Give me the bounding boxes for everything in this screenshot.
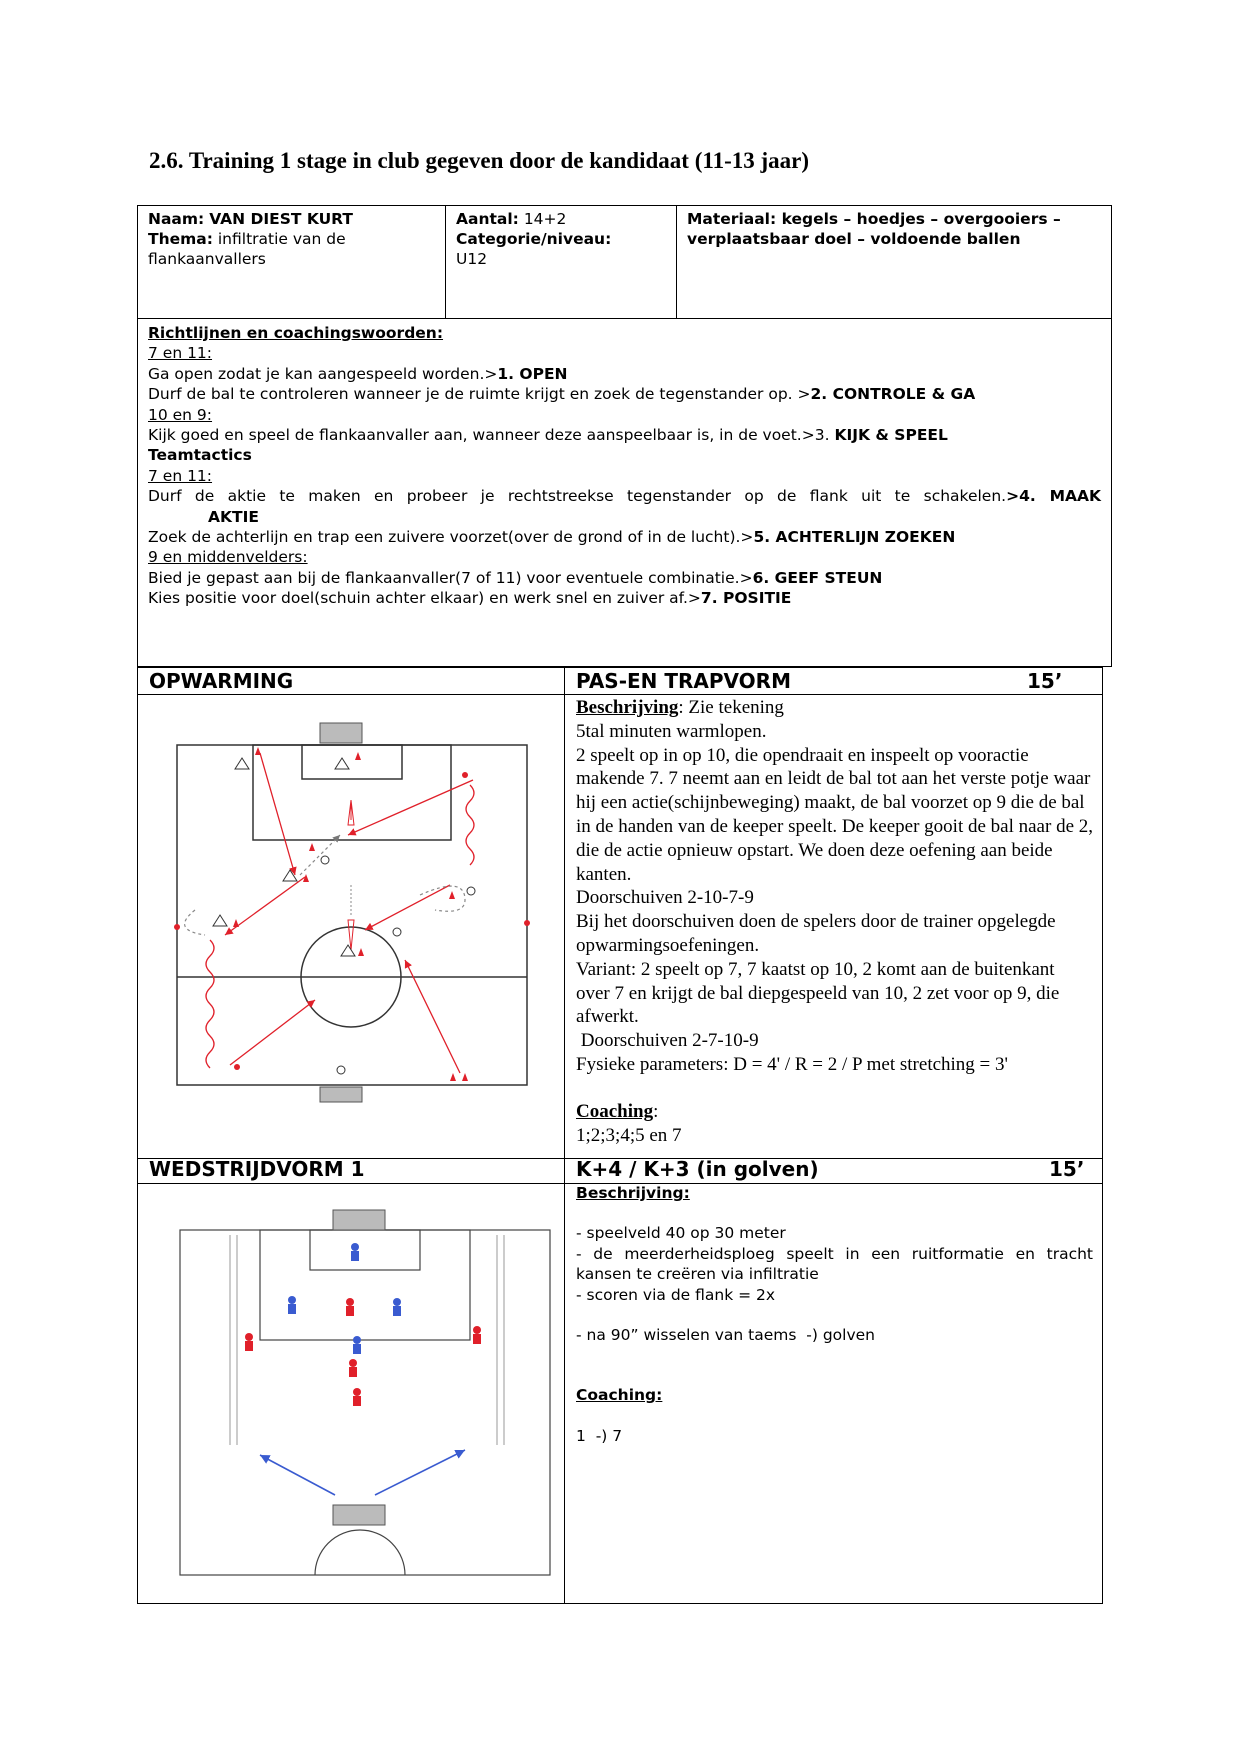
- document-title: 2.6. Training 1 stage in club gegeven door de kandidaat (11-13 jaar): [149, 148, 810, 173]
- opwarming-duration: 15’: [1027, 669, 1063, 693]
- guideline-1: Ga open zodat je kan aangespeeld worden.>: [148, 364, 498, 383]
- naam-value: VAN DIEST KURT: [209, 210, 353, 228]
- wedstrijdvorm-header: WEDSTRIJDVORM 1: [149, 1157, 365, 1181]
- categorie-value: U12: [456, 250, 488, 268]
- opwarming-line: Doorschuiven 2-7-10-9: [576, 1030, 759, 1052]
- guideline-4: Durf de aktie te maken en probeer je rechtstreekse tegenstander op de flank uit te schakelen.: [148, 487, 1007, 506]
- aantal-categorie-cell: [446, 207, 676, 271]
- thema-value: infiltratie van de flankaanvallers: [148, 230, 346, 268]
- wedstrijdvorm-duration: 15’: [1049, 1157, 1085, 1181]
- naam-label: Naam:: [148, 210, 205, 228]
- top-goal-net: [320, 723, 362, 743]
- materiaal-text: Materiaal: kegels – hoedjes – overgooiers – verplaatsbaar doel – voldoende ballen: [687, 210, 1061, 248]
- beschrijving-label: Beschrijving: [576, 697, 679, 718]
- penalty-box: [260, 1230, 470, 1340]
- coaching-colon: :: [653, 1100, 659, 1122]
- player-red-1: [346, 1298, 354, 1316]
- keyword-7: 7. POSITIE: [700, 589, 792, 608]
- field-outline: [177, 745, 527, 1085]
- player-red-2: [245, 1333, 253, 1351]
- wedstrijd-coaching-label: Coaching:: [576, 1386, 663, 1405]
- player-red-3: [473, 1326, 481, 1344]
- bottom-goal: [333, 1505, 385, 1525]
- wedstrijd-item: - na 90” wisselen van taems -) golven: [576, 1326, 876, 1345]
- wedstrijd-item: - scoren via de flank = 2x: [576, 1285, 776, 1304]
- six-yard-box: [310, 1230, 420, 1270]
- aantal-value: 14+2: [523, 210, 567, 228]
- player-blue-3: [353, 1336, 361, 1354]
- guideline-3: Kijk goed en speel de flankaanvaller aan, wanneer deze aanspeelbaar is, in de voet.>3.: [148, 426, 835, 445]
- goal-area: [302, 745, 402, 779]
- keyword-5: 5. ACHTERLIJN ZOEKEN: [753, 528, 956, 547]
- top-goal: [333, 1210, 385, 1230]
- teamtactics-label: Teamtactics: [148, 446, 252, 465]
- keyword-4: >4. MAAK: [1006, 487, 1101, 506]
- pas-en-trapvorm-header: PAS-EN TRAPVORM: [576, 669, 791, 693]
- penalty-area: [253, 745, 451, 840]
- opwarming-line: Doorschuiven 2-10-7-9: [576, 887, 754, 909]
- keyword-3: KIJK & SPEEL: [834, 426, 948, 445]
- player-blue-2: [393, 1298, 401, 1316]
- guideline-6: Bied je gepast aan bij de flankaanvaller(7 of 11) voor eventuele combinatie.>: [148, 568, 753, 587]
- group-label-10-9: 10 en 9:: [148, 405, 213, 424]
- richtlijnen-content: [138, 321, 1111, 611]
- group-label-7-11: 7 en 11:: [148, 344, 213, 363]
- player-keeper-top: [351, 1243, 359, 1261]
- beschrijving-rest: : Zie tekening: [678, 697, 784, 718]
- coaching-label: Coaching: [576, 1100, 654, 1122]
- thema-label: Thema:: [148, 230, 213, 248]
- group-label-9-mid: 9 en middenvelders:: [148, 548, 308, 567]
- guideline-2: Durf de bal te controleren wanneer je de ruimte krijgt en zoek de tegenstander op. >: [148, 385, 811, 404]
- keyword-1: 1. OPEN: [497, 364, 568, 383]
- bottom-goal-net: [320, 1087, 362, 1102]
- coaching-value: 1;2;3;4;5 en 7: [576, 1124, 682, 1146]
- keyword-2: 2. CONTROLE & GA: [810, 385, 976, 404]
- aantal-label: Aantal:: [456, 210, 519, 228]
- player-keeper-bottom: [353, 1388, 361, 1406]
- categorie-label: Categorie/niveau:: [456, 230, 612, 248]
- opwarming-line: Variant: 2 speelt op 7, 7 kaatst op 10, 2 komt aan de buitenkant over 7 en krijgt de bal diepgespeeld van 10, 2 zet voor op 9, die afwerkt.: [576, 958, 1060, 1028]
- guideline-7: Kies positie voor doel(schuin achter elkaar) en werk snel en zuiver af.>: [148, 589, 701, 608]
- player-blue-1: [288, 1296, 296, 1314]
- center-arc: [315, 1530, 405, 1575]
- wedstrijd-item: - speelveld 40 op 30 meter: [576, 1224, 786, 1243]
- wedstrijd-coaching-value: 1 -) 7: [576, 1426, 623, 1445]
- keyword-6: 6. GEEF STEUN: [752, 568, 883, 587]
- materiaal-cell: [677, 207, 1111, 251]
- opwarming-line: 5tal minuten warmlopen.: [576, 720, 767, 742]
- group-label-7-11-b: 7 en 11:: [148, 466, 213, 485]
- player-red-4: [349, 1359, 357, 1377]
- opwarming-line: 2 speelt op in op 10, die opendraait en inspeelt op vooractie makende 7. 7 neemt aan en leidt de bal tot aan het verste potje waar hij een actie(schijnbeweging) maakt, de bal voorzet op 9 die de bal in de handen van de keeper speelt. De keeper gooit de bal naar de 2, die de actie opnieuw opstart. We doen deze oefening aan beide kanten.: [576, 744, 1093, 885]
- opwarming-line: Fysieke parameters: D = 4' / R = 2 / P met stretching = 3': [576, 1053, 1008, 1075]
- wedstrijd-beschrijving-label: Beschrijving:: [576, 1184, 690, 1202]
- guideline-5: Zoek de achterlijn en trap een zuivere voorzet(over de grond of in de lucht).>: [148, 528, 754, 547]
- wedstrijdvorm-diagram: [175, 1205, 560, 1580]
- k-plus-header: K+4 / K+3 (in golven): [576, 1157, 819, 1181]
- keyword-4b: AKTIE: [208, 507, 259, 526]
- wedstrijd-item: - de meerderheidsploeg speelt in een ruitformatie en tracht kansen te creëren via infiltratie: [576, 1244, 1093, 1284]
- opwarming-description: [565, 696, 1103, 1147]
- opwarming-header: OPWARMING: [149, 669, 294, 693]
- wedstrijdvorm-description: [565, 1183, 1103, 1446]
- opwarming-line: Bij het doorschuiven doen de spelers door de trainer opgelegde opwarmingsoefeningen.: [576, 911, 1056, 956]
- richtlijnen-heading: Richtlijnen en coachingswoorden:: [148, 324, 444, 342]
- naam-thema-cell: [138, 207, 444, 271]
- opwarming-diagram: [165, 715, 540, 1110]
